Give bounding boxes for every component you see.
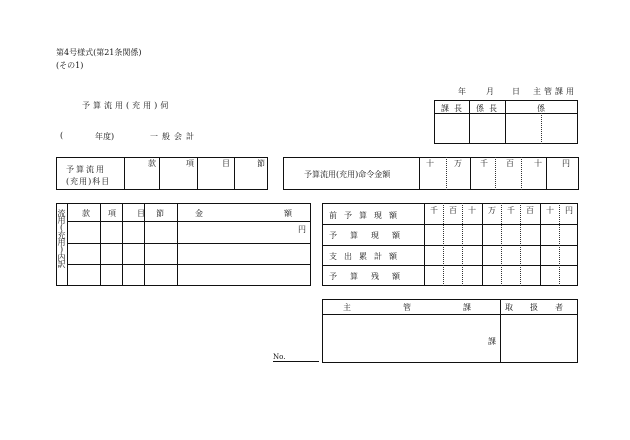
subject-col-kou: 項 — [186, 159, 194, 168]
budget-digit-2: 百 — [449, 206, 457, 215]
subject-label-2: (充用)科目 — [66, 177, 111, 186]
number-underline — [273, 361, 319, 362]
fiscal-paren: ( — [60, 131, 64, 140]
detail-col-setsu: 節 — [156, 209, 164, 218]
budget-digit-8: 円 — [565, 206, 573, 215]
detail-table — [56, 203, 311, 286]
number-label: No. — [273, 353, 286, 361]
detail-unit: 円 — [298, 225, 306, 234]
date-day-label: 日 — [512, 87, 520, 96]
account-label: 一般会計 — [150, 132, 198, 141]
amount-digit-3: 千 — [480, 159, 488, 168]
fiscal-year-label: 年度) — [95, 132, 115, 141]
budget-digit-7: 十 — [546, 206, 554, 215]
detail-col-gaku: 額 — [284, 209, 292, 218]
budget-row-4: 予算残額 — [329, 272, 413, 281]
budget-digit-5: 千 — [507, 206, 515, 215]
subject-col-setsu: 節 — [257, 159, 265, 168]
amount-digit-2: 万 — [454, 159, 462, 168]
amount-digit-5: 十 — [534, 159, 542, 168]
dept-use-label: 主管課用 — [533, 87, 577, 96]
approval-staff: 係 — [537, 104, 545, 113]
detail-col-kou: 項 — [108, 209, 116, 218]
amount-digit-6: 円 — [562, 159, 570, 168]
subject-col-moku: 目 — [222, 159, 230, 168]
subject-col-kan: 款 — [148, 159, 156, 168]
detail-col-kan: 款 — [82, 209, 90, 218]
detail-col-kin: 金 — [195, 209, 203, 218]
handler-header: 取扱者 — [505, 303, 580, 312]
amount-label: 予算流用(充用)命令金額 — [304, 170, 391, 179]
subject-label-1: 予算流用 — [66, 165, 106, 174]
budget-digit-3: 十 — [468, 206, 476, 215]
approval-senior: 係長 — [476, 104, 502, 113]
sub-number: (その1) — [56, 61, 84, 70]
supervisor-header: 主管課 — [343, 303, 523, 312]
budget-row-3: 支出累計額 — [329, 252, 404, 261]
form-title: 予算流用(充用)伺 — [82, 101, 172, 110]
detail-col-moku: 目 — [137, 209, 145, 218]
amount-digit-1: 十 — [426, 159, 434, 168]
detail-side-label: 流用(充用)内訳 — [57, 209, 66, 267]
budget-row-2: 予算現額 — [329, 231, 413, 240]
form-number: 第4号様式(第21条関係) — [56, 48, 142, 57]
budget-row-1: 前予算現額 — [329, 211, 404, 220]
budget-digit-1: 千 — [430, 206, 438, 215]
date-month-label: 月 — [486, 87, 494, 96]
date-year-label: 年 — [458, 87, 466, 96]
budget-digit-4: 万 — [488, 206, 496, 215]
approval-chief: 課長 — [441, 104, 467, 113]
section-label: 課 — [488, 337, 496, 346]
amount-digit-4: 百 — [506, 159, 514, 168]
budget-digit-6: 百 — [526, 206, 534, 215]
